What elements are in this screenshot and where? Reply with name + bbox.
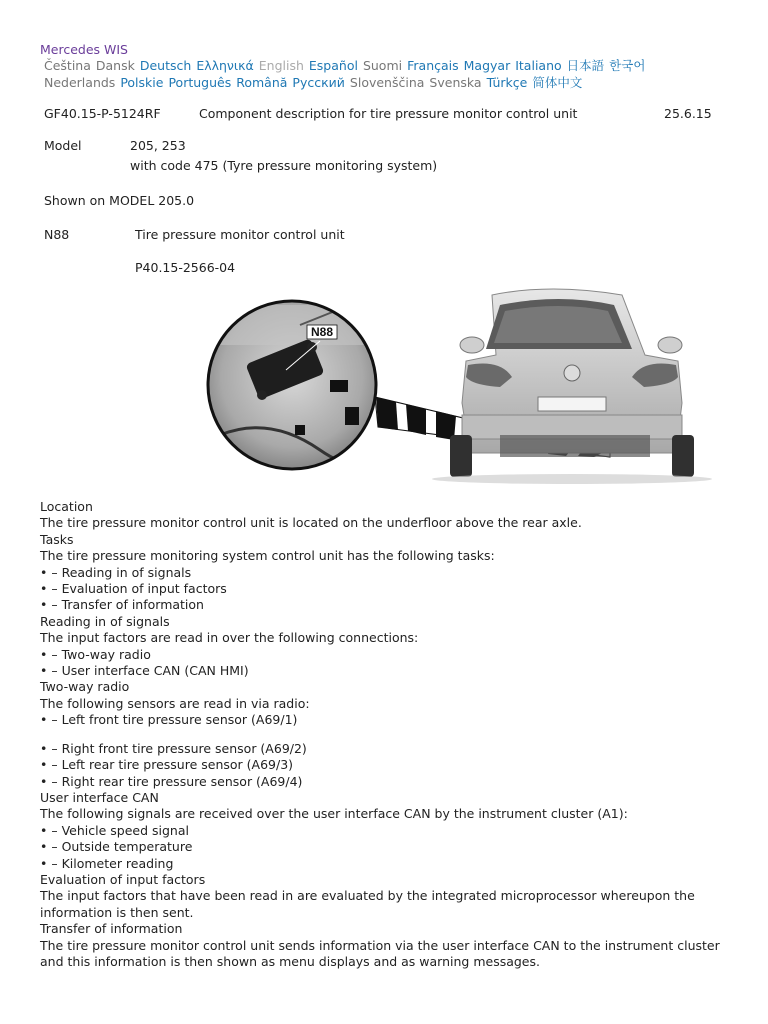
component-description: Tire pressure monitor control unit	[135, 227, 345, 242]
language-link[interactable]: Español	[308, 58, 358, 73]
can-intro: The following signals are received over the user interface CAN by the instrument cluster (A1):	[40, 806, 628, 822]
transfer-text: The tire pressure monitor control unit sends information via the user interface CAN to the instrument cluster and this information is then shown as menu displays and as warning messages.	[40, 937, 720, 969]
shown-on-model: Shown on MODEL 205.0	[44, 193, 195, 208]
list-item: • – Outside temperature	[40, 839, 193, 855]
list-item: • – Right front tire pressure sensor (A69/2)	[40, 740, 307, 756]
language-link[interactable]: 简体中文	[532, 74, 583, 90]
document-code: GF40.15-P-5124RF	[44, 106, 161, 121]
inset-photo	[206, 301, 390, 469]
language-link[interactable]: Français	[407, 58, 459, 73]
language-link[interactable]: Slovenščina	[349, 74, 425, 90]
language-link[interactable]: Deutsch	[139, 58, 192, 73]
language-link[interactable]: Dansk	[95, 58, 135, 73]
evaluation-heading: Evaluation of input factors	[40, 871, 206, 887]
figure-callout-label: N88	[310, 325, 334, 339]
document-date: 25.6.15	[664, 106, 712, 121]
list-item: • – Two-way radio	[40, 646, 151, 662]
transfer-heading: Transfer of information	[40, 921, 183, 937]
language-link[interactable]: Türkçe	[486, 74, 528, 90]
spacer	[40, 729, 730, 741]
list-item: • – Kilometer reading	[40, 855, 174, 871]
figure-id: P40.15-2566-04	[135, 260, 236, 275]
language-link[interactable]: Polskie	[120, 74, 164, 90]
language-link[interactable]: 日本語	[566, 58, 605, 73]
list-item: • – Left rear tire pressure sensor (A69/3)	[40, 757, 294, 773]
brand-link[interactable]: Mercedes WIS	[40, 42, 128, 57]
list-item: • – Transfer of information	[40, 597, 204, 613]
language-link: English	[258, 58, 304, 73]
language-link[interactable]: Ελληνικά	[196, 58, 254, 73]
car-rear-illustration	[432, 289, 712, 484]
model-label: Model	[44, 138, 82, 153]
list-item: • – Left front tire pressure sensor (A69/1)	[40, 712, 298, 728]
model-code: with code 475 (Tyre pressure monitoring system)	[130, 158, 438, 173]
list-item: • – User interface CAN (CAN HMI)	[40, 663, 249, 679]
can-heading: User interface CAN	[40, 789, 159, 805]
reading-intro: The input factors are read in over the following connections:	[40, 630, 419, 646]
language-link[interactable]: Čeština	[44, 58, 91, 73]
radio-intro: The following sensors are read in via radio:	[40, 695, 310, 711]
list-item: • – Vehicle speed signal	[40, 822, 189, 838]
evaluation-text: The input factors that have been read in are evaluated by the integrated microprocessor whereupon the information is then sent.	[40, 888, 695, 920]
list-item: • – Evaluation of input factors	[40, 581, 227, 597]
language-link[interactable]: 한국어	[609, 58, 646, 73]
tasks-intro: The tire pressure monitoring system control unit has the following tasks:	[40, 548, 495, 564]
language-link[interactable]: Svenska	[429, 74, 482, 90]
language-link[interactable]: Português	[168, 74, 232, 90]
language-link[interactable]: Română	[236, 74, 288, 90]
language-list	[44, 58, 744, 91]
reading-heading: Reading in of signals	[40, 613, 170, 629]
radio-heading: Two-way radio	[40, 679, 130, 695]
location-text: The tire pressure monitor control unit is located on the underfloor above the rear axle.	[40, 515, 582, 531]
location-heading: Location	[40, 499, 93, 514]
component-figure	[200, 285, 720, 485]
component-code: N88	[44, 227, 70, 242]
language-link[interactable]: Suomi	[362, 58, 403, 73]
description-body	[40, 499, 730, 970]
language-link[interactable]: Magyar	[463, 58, 511, 73]
language-link[interactable]: Nederlands	[44, 74, 116, 90]
language-link[interactable]: Italiano	[515, 58, 562, 73]
language-link[interactable]: Русский	[292, 74, 345, 90]
model-value: 205, 253	[130, 138, 186, 153]
list-item: • – Right rear tire pressure sensor (A69/4)	[40, 773, 303, 789]
document-title: Component description for tire pressure monitor control unit	[199, 106, 578, 121]
tasks-heading: Tasks	[40, 531, 74, 547]
list-item: • – Reading in of signals	[40, 564, 192, 580]
